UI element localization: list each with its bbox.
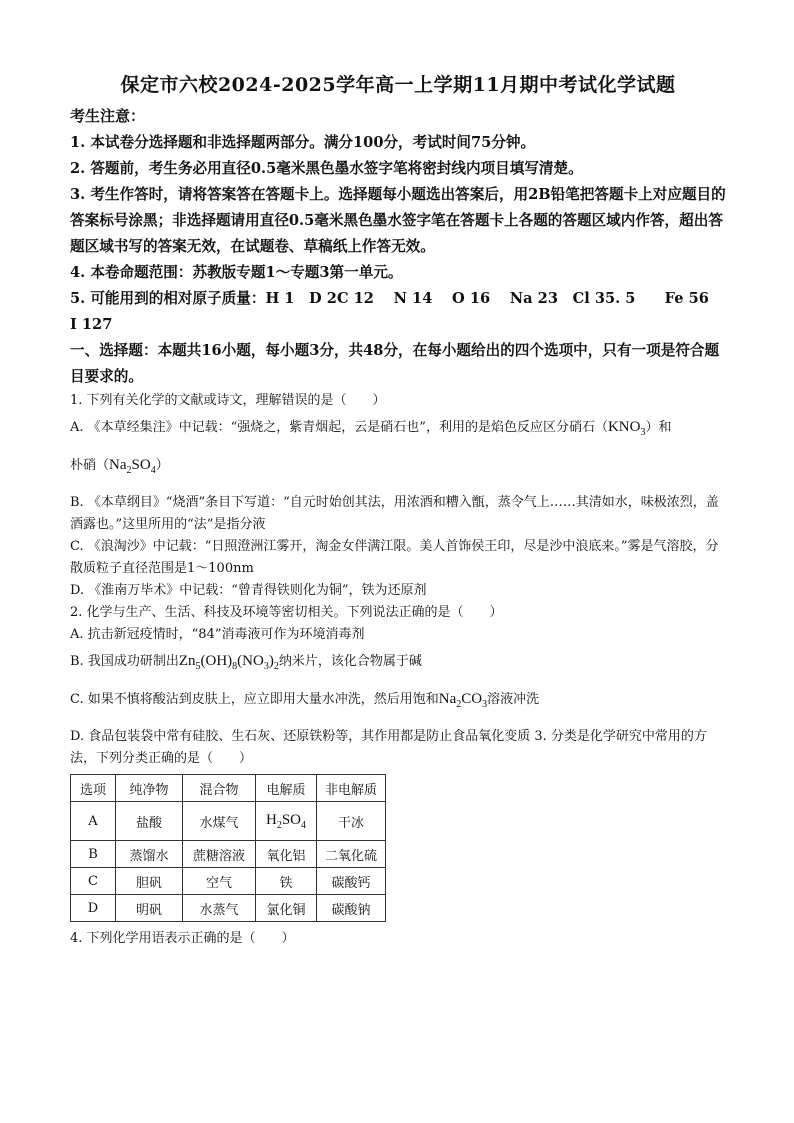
table-row bbox=[71, 841, 386, 868]
table-cell: 明矾 bbox=[116, 895, 183, 922]
table-header: 电解质 bbox=[256, 775, 317, 802]
table-cell: 二氧化硫 bbox=[317, 841, 386, 868]
notice-heading: 考生注意： bbox=[70, 107, 146, 125]
table-cell: 碳酸钙 bbox=[317, 868, 386, 895]
option-a-cont bbox=[70, 454, 726, 482]
option-c: C. 《浪淘沙》中记载：“日照澄洲江雾开，淘金女伴满江限。美人首饰侯王印，尽是沙中浪底来。”雾是气溶胶，分散质粒子直径范围是1～100nm bbox=[70, 539, 719, 576]
table-header: 纯净物 bbox=[116, 775, 183, 802]
option-text: B. 我国成功研制出 bbox=[70, 654, 179, 669]
section-heading: 一、选择题：本题共16小题，每小题3分，共48分，在每小题给出的四个选项中，只有一项是符合题目要求的。 bbox=[70, 342, 720, 385]
option-text: ） bbox=[155, 458, 169, 473]
option-d: D. 食品包装袋中常有硅胶、生石灰、还原铁粉等，其作用都是防止食品氧化变质 3. 分类是化学研究中常用的方法，下列分类正确的是（ ） bbox=[70, 729, 707, 766]
notice-block bbox=[70, 105, 726, 338]
table-cell: D bbox=[71, 895, 116, 922]
notice-item-5: 5. 可能用到的相对原子质量：H 1 D 2C 12 N 14 O 16 Na 23 Cl 35. 5 Fe 56 bbox=[70, 290, 709, 307]
formula-na2co3: $Na_2CO_3$ bbox=[438, 691, 488, 710]
table-cell: B bbox=[71, 841, 116, 868]
table-header-row bbox=[71, 775, 386, 802]
option-text: C. 如果不慎将酸沾到皮肤上，应立即用大量水冲洗，然后用饱和 bbox=[70, 692, 439, 707]
option-text: A. 《本草经集注》中记载：“强烧之，紫青烟起，云是硝石也”，利用的是焰色反应区分硝石（ bbox=[70, 420, 608, 435]
formula-kno3: $KNO_3$ bbox=[607, 419, 646, 438]
option-text: 朴硝（ bbox=[70, 458, 110, 473]
notice-item-4: 4. 本卷命题范围：苏教版专题1～专题3第一单元。 bbox=[70, 264, 403, 281]
table-cell: 氯化铜 bbox=[256, 895, 317, 922]
table-row bbox=[71, 868, 386, 895]
option-a: A. 抗击新冠疫情时，“84”消毒液可作为环境消毒剂 bbox=[70, 627, 365, 642]
notice-item-3: 3. 考生作答时，请将答案答在答题卡上。选择题每小题选出答案后，用2B铅笔把答题卡上对应题目的答案标号涂黑；非选择题请用直径0.5毫米黑色墨水签字笔在答题卡上各题的答题区域内作答，超出答题区域书写的答案无效，在试题卷、草稿纸上作答无效。 bbox=[70, 186, 726, 255]
option-d: D. 《淮南万毕术》中记载：“曾青得铁则化为铜”，铁为还原剂 bbox=[70, 583, 427, 598]
option-text: 溶液冲洗 bbox=[487, 692, 540, 707]
question-2 bbox=[70, 602, 726, 770]
table-cell: 水蒸气 bbox=[183, 895, 256, 922]
question-stem: 1. 下列有关化学的文献或诗文，理解错误的是（ ） bbox=[70, 393, 386, 408]
table-cell: 铁 bbox=[256, 868, 317, 895]
table-cell: 干冰 bbox=[317, 802, 386, 841]
option-b: B. 《本草纲目》“烧酒”条目下写道：“自元时始创其法，用浓酒和糟入甑，蒸令气上……其清如水，味极浓烈，盖酒露也。”这里所用的“法”是指分液 bbox=[70, 495, 719, 532]
table-header: 选项 bbox=[71, 775, 116, 802]
question-4-stem: 4. 下列化学用语表示正确的是（ ） bbox=[70, 931, 295, 946]
formula-zn5: $Zn_5(OH)_8(NO_3)_2$ bbox=[178, 653, 279, 672]
notice-item-6: I 127 bbox=[70, 316, 113, 333]
option-text: ）和 bbox=[645, 420, 672, 435]
table-header: 混合物 bbox=[183, 775, 256, 802]
notice-item-1: 1. 本试卷分选择题和非选择题两部分。满分100分，考试时间75分钟。 bbox=[70, 134, 536, 151]
option-text: 纳米片，该化合物属于碱 bbox=[278, 654, 422, 669]
question-1 bbox=[70, 390, 726, 602]
table-cell: A bbox=[71, 802, 116, 841]
option-c bbox=[70, 688, 726, 716]
page-title: 保定市六校2024-2025学年高一上学期11月期中考试化学试题 bbox=[120, 74, 676, 96]
table-cell: 水煤气 bbox=[183, 802, 256, 841]
option-a bbox=[70, 416, 726, 444]
question-stem: 2. 化学与生产、生活、科技及环境等密切相关。下列说法正确的是（ ） bbox=[70, 605, 503, 620]
table-cell: $H_2SO_4$ bbox=[256, 802, 317, 841]
table-cell: 蒸馏水 bbox=[116, 841, 183, 868]
table-cell: 碳酸钠 bbox=[317, 895, 386, 922]
table-cell: 氧化铝 bbox=[256, 841, 317, 868]
formula-na2so4: $Na_2SO_4$ bbox=[109, 457, 156, 476]
table-row bbox=[71, 895, 386, 922]
table-cell: 空气 bbox=[183, 868, 256, 895]
table-cell: C bbox=[71, 868, 116, 895]
table-header: 非电解质 bbox=[317, 775, 386, 802]
table-cell: 胆矾 bbox=[116, 868, 183, 895]
table-row bbox=[71, 802, 386, 841]
classification-table bbox=[70, 774, 386, 922]
notice-item-2: 2. 答题前，考生务必用直径0.5毫米黑色墨水签字笔将密封线内项目填写清楚。 bbox=[70, 160, 583, 177]
table-cell: 盐酸 bbox=[116, 802, 183, 841]
option-b bbox=[70, 650, 726, 678]
table-cell: 蔗糖溶液 bbox=[183, 841, 256, 868]
